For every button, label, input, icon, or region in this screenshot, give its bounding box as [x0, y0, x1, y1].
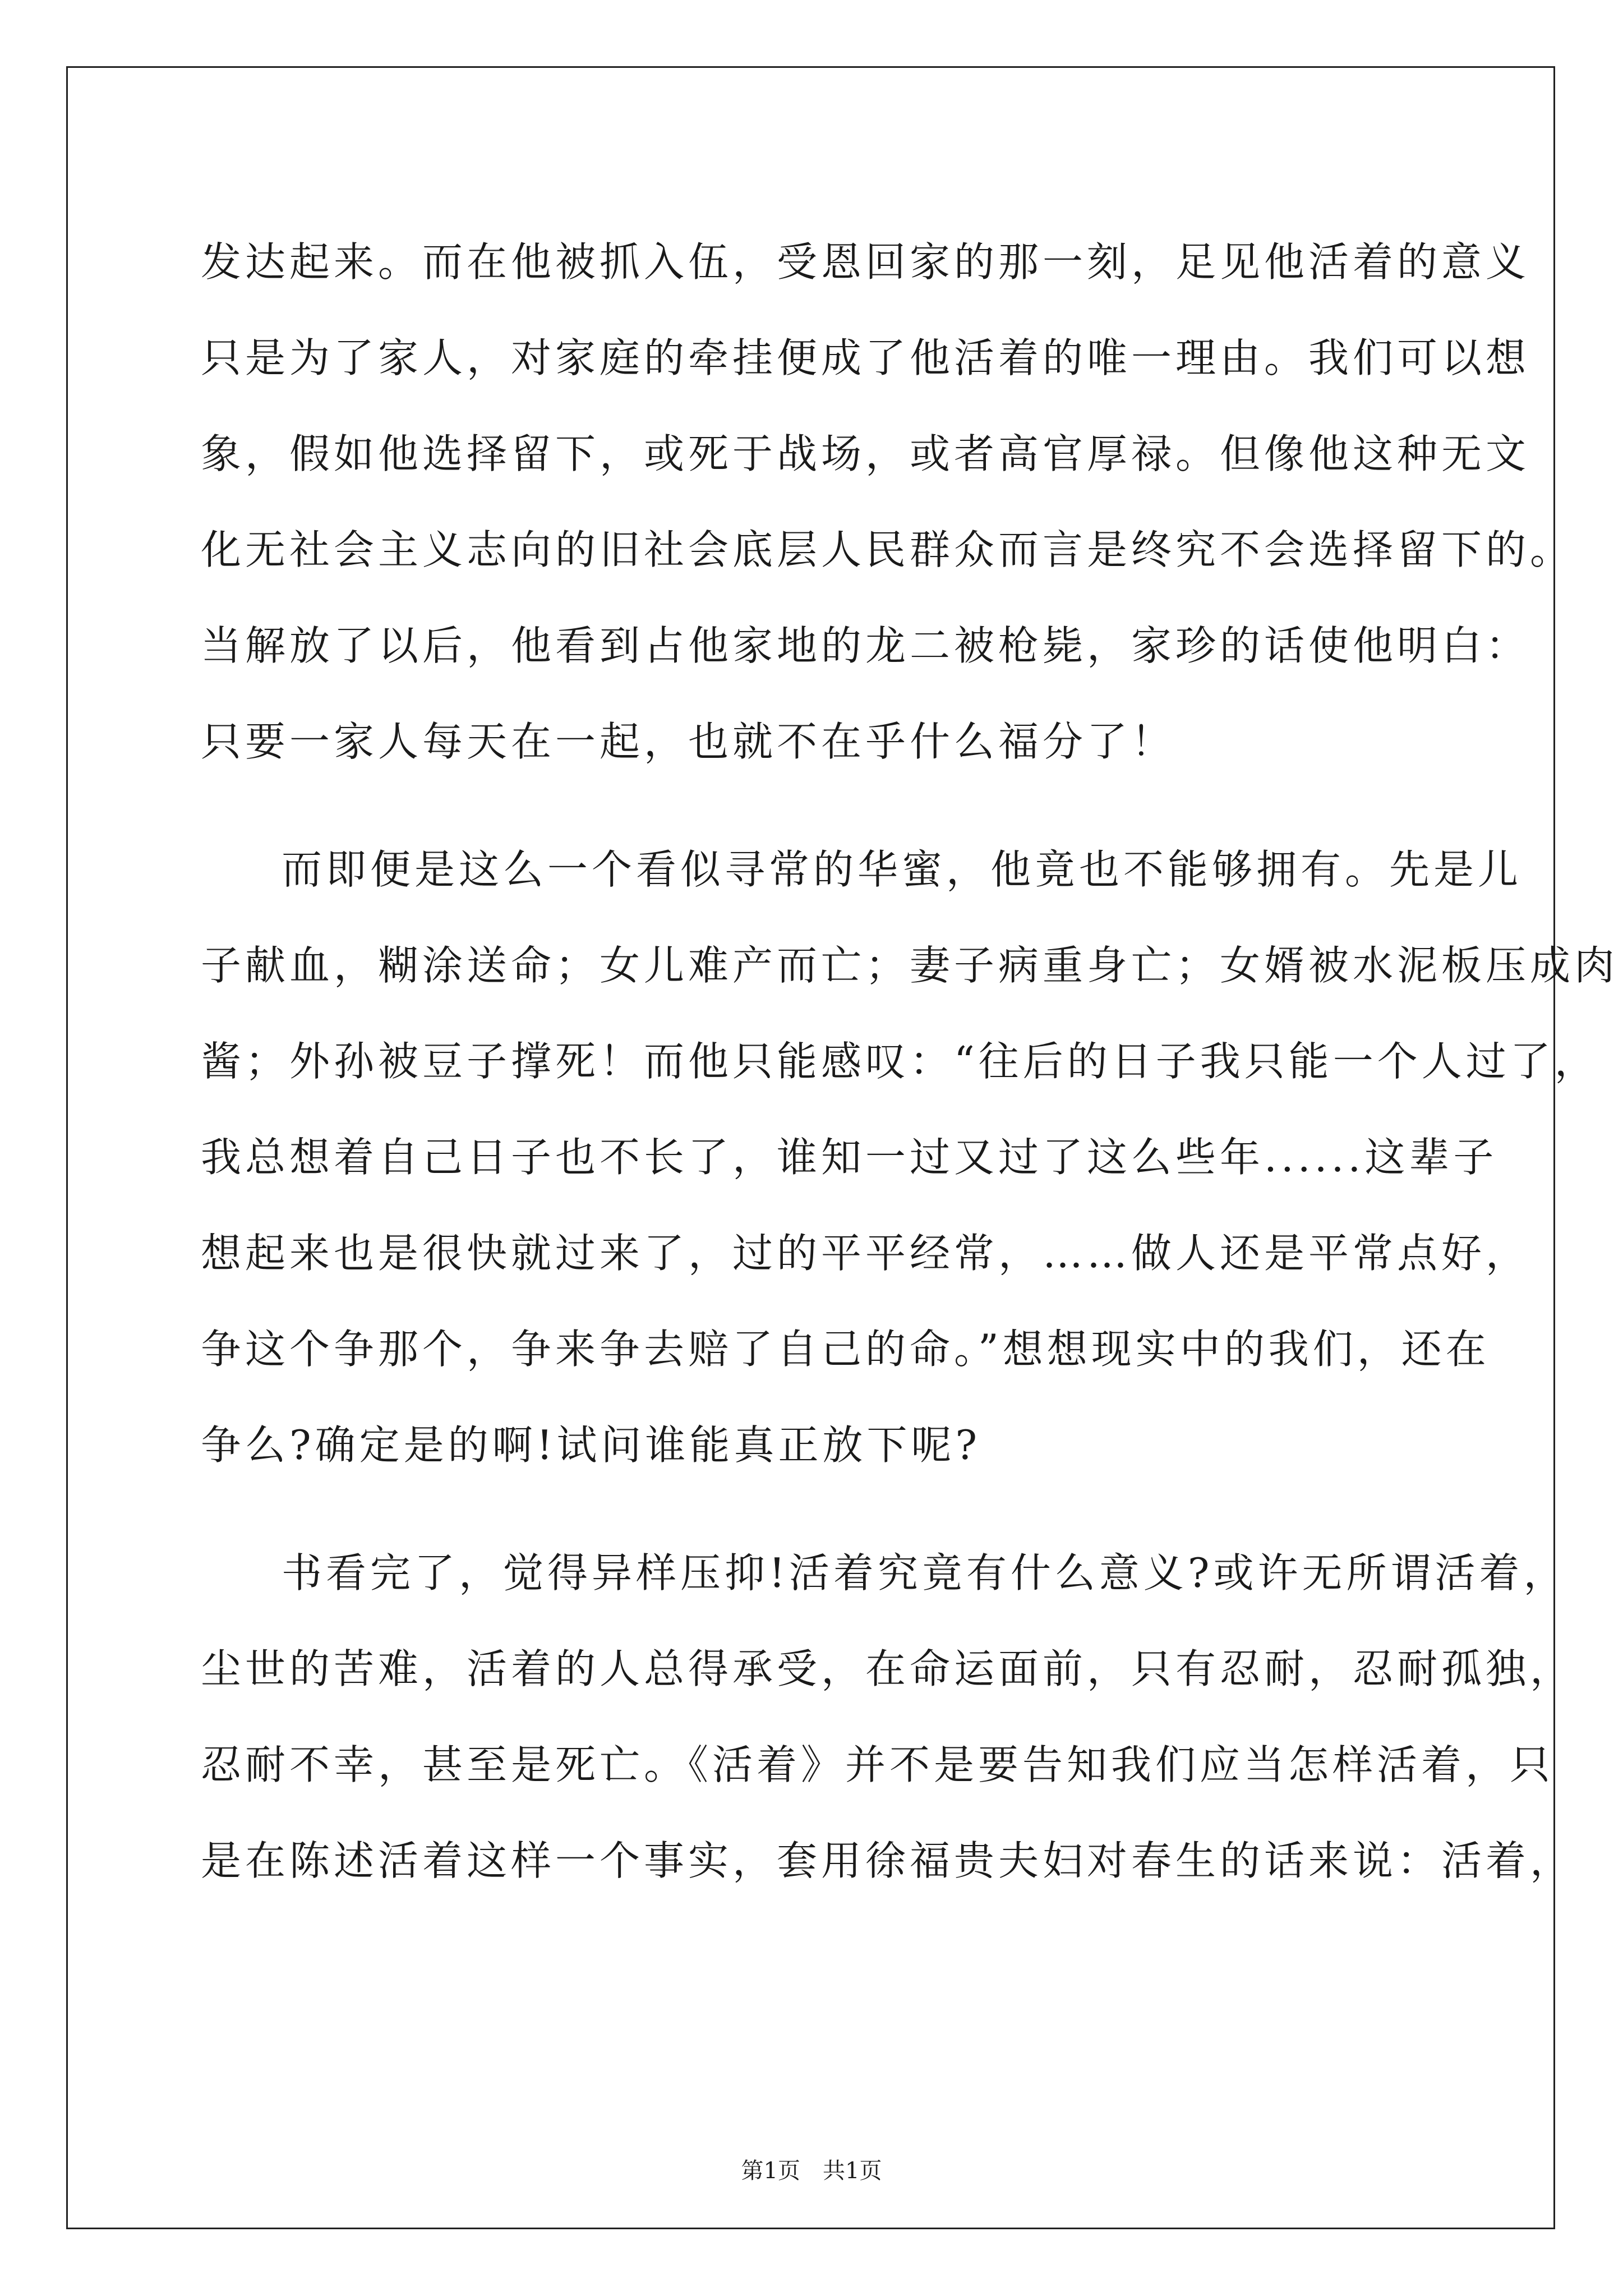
text-line: 想起来也是很快就过来了，过的平平经常，……做人还是平常点好，: [201, 1230, 1530, 1277]
text-line: 当解放了以后，他看到占他家地的龙二被枪毙，家珍的话使他明白：: [201, 622, 1530, 669]
text-line: 是在陈述活着这样一个事实，套用徐福贵夫妇对春生的话来说：活着，: [201, 1837, 1575, 1884]
text-line: 而即便是这么一个看似寻常的华蜜，他竟也不能够拥有。先是儿: [282, 846, 1523, 893]
page-number-footer: 第1页 共1页: [741, 2158, 882, 2184]
text-line: 尘世的苦难，活着的人总得承受，在命运面前，只有忍耐，忍耐孤独，: [201, 1645, 1575, 1692]
text-line: 忍耐不幸，甚至是死亡。《活着》并不是要告知我们应当怎样活着，只: [201, 1741, 1555, 1788]
document-body: [201, 214, 1619, 1909]
text-line: 争么?确定是的啊!试问谁能真正放下呢?: [201, 1421, 981, 1469]
text-line: 争这个争那个，争来争去赔了自己的命。”想想现实中的我们，还在: [201, 1326, 1490, 1373]
text-line: 只要一家人每天在一起，也就不在乎什么福分了！: [201, 718, 1176, 765]
text-line: 我总想着自己日子也不长了，谁知一过又过了这么些年......这辈子: [201, 1134, 1498, 1181]
paragraph-gap: [201, 790, 1446, 822]
text-line: 酱；外孙被豆子撑死！而他只能感叹：“往后的日子我只能一个人过了，: [201, 1038, 1599, 1085]
text-line: 子献血，糊涂送命；女儿难产而亡；妻子病重身亡；女婿被水泥板压成肉: [201, 942, 1619, 989]
text-line: 化无社会主义志向的旧社会底层人民群众而言是终究不会选择留下的。: [201, 526, 1575, 573]
text-line: 象，假如他选择留下，或死于战场，或者高官厚禄。但像他这种无文: [201, 430, 1530, 477]
text-line: 书看完了，觉得异样压抑!活着究竟有什么意义?或许无所谓活着，: [282, 1549, 1568, 1596]
text-line: 发达起来。而在他被抓入伍，受恩回家的那一刻，足见他活着的意义: [201, 238, 1530, 286]
text-line: 只是为了家人，对家庭的牵挂便成了他活着的唯一理由。我们可以想: [201, 334, 1530, 381]
paragraph-gap: [201, 1493, 1446, 1525]
